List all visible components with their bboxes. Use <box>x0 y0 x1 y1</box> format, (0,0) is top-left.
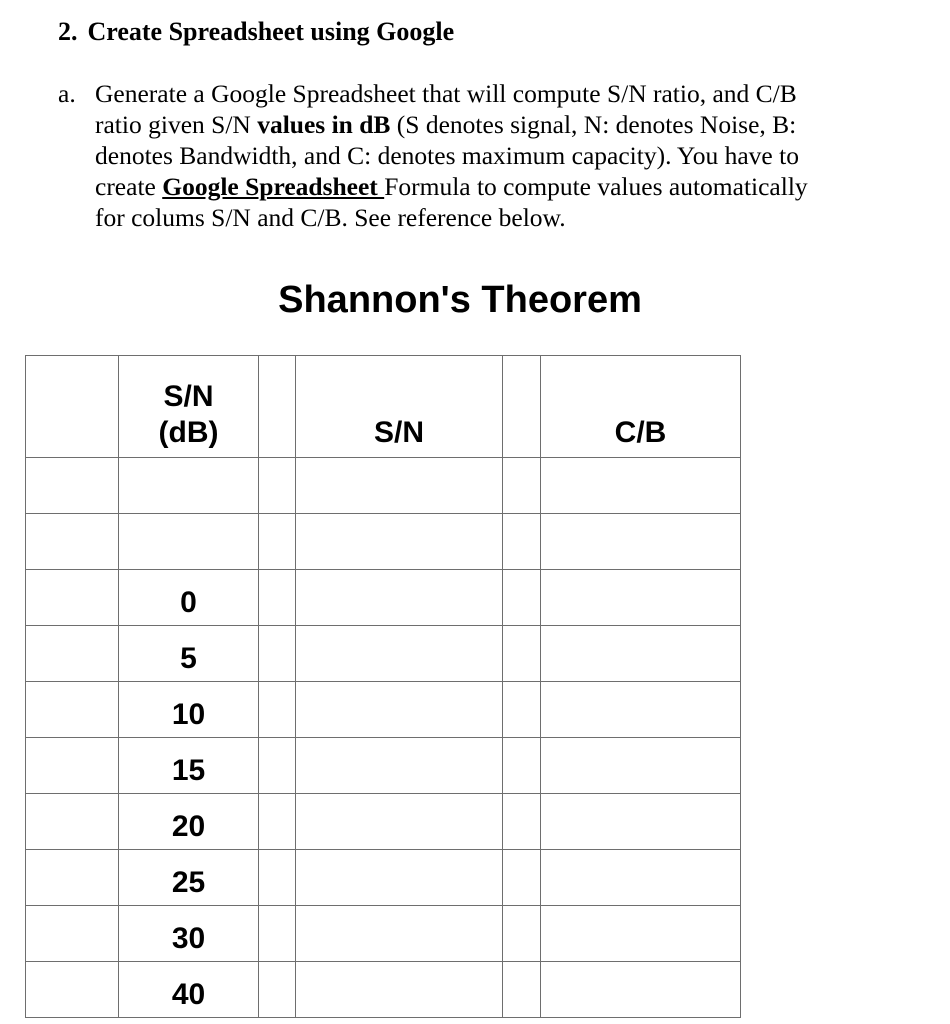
header-sn-db-line1: S/N <box>163 380 214 413</box>
task-line-3: denotes Bandwidth, and C: denotes maximum capacity). You have to <box>95 141 799 170</box>
table-row <box>26 570 741 626</box>
sn-db-cell[interactable]: 25 <box>119 850 259 906</box>
sn-db-cell[interactable]: 0 <box>119 570 259 626</box>
spacer-cell <box>259 738 296 794</box>
sn-db-cell[interactable] <box>119 458 259 514</box>
spacer-cell <box>259 906 296 962</box>
sn-cell[interactable] <box>296 682 503 738</box>
sn-db-cell[interactable]: 20 <box>119 794 259 850</box>
task-line-2 <box>95 109 878 140</box>
cb-cell[interactable] <box>541 794 741 850</box>
table-row <box>26 794 741 850</box>
table-title: Shannon's Theorem <box>278 279 642 321</box>
section-number: 2. <box>58 17 78 46</box>
task-line-1: Generate a Google Spreadsheet that will compute S/N ratio, and C/B <box>95 79 797 108</box>
spacer-cell <box>503 626 541 682</box>
task-line-5: for colums S/N and C/B. See reference below. <box>95 203 566 232</box>
values-in-db-emphasis: values in dB <box>257 110 391 139</box>
spacer-cell <box>259 458 296 514</box>
cb-cell[interactable] <box>541 738 741 794</box>
sn-cell[interactable] <box>296 850 503 906</box>
task-body <box>95 78 878 233</box>
spacer-cell <box>503 738 541 794</box>
sn-db-cell[interactable] <box>119 514 259 570</box>
sn-cell[interactable] <box>296 570 503 626</box>
spacer-cell <box>503 682 541 738</box>
row-blank-cell <box>26 626 119 682</box>
table-row <box>26 738 741 794</box>
sn-cell[interactable] <box>296 514 503 570</box>
sn-db-cell[interactable]: 10 <box>119 682 259 738</box>
sn-db-cell[interactable]: 40 <box>119 962 259 1018</box>
sn-db-cell[interactable]: 15 <box>119 738 259 794</box>
spacer-cell <box>503 962 541 1018</box>
spacer-cell <box>503 906 541 962</box>
cb-cell[interactable] <box>541 626 741 682</box>
table-row <box>26 962 741 1018</box>
cb-cell[interactable] <box>541 682 741 738</box>
cb-cell[interactable] <box>541 458 741 514</box>
table-row <box>26 850 741 906</box>
section-title: Create Spreadsheet using Google <box>87 17 455 46</box>
row-blank-cell <box>26 514 119 570</box>
header-spacer-cell <box>503 356 541 458</box>
spacer-cell <box>259 514 296 570</box>
spacer-cell <box>259 626 296 682</box>
spacer-cell <box>503 794 541 850</box>
sn-db-cell[interactable]: 5 <box>119 626 259 682</box>
row-blank-cell <box>26 850 119 906</box>
table-header-row <box>26 356 741 458</box>
task-line-4-end: Formula to compute values automatically <box>384 172 808 201</box>
spacer-cell <box>259 962 296 1018</box>
task-line-4 <box>95 171 878 202</box>
cb-cell[interactable] <box>541 570 741 626</box>
row-blank-cell <box>26 738 119 794</box>
sn-cell[interactable] <box>296 458 503 514</box>
table-row <box>26 458 741 514</box>
sn-cell[interactable] <box>296 738 503 794</box>
shannon-table <box>25 355 741 1018</box>
table-row <box>26 906 741 962</box>
google-spreadsheet-link[interactable]: Google Spreadsheet <box>162 172 385 201</box>
spacer-cell <box>503 514 541 570</box>
cb-cell[interactable] <box>541 962 741 1018</box>
task-marker: a. <box>58 79 76 108</box>
sn-cell[interactable] <box>296 626 503 682</box>
spacer-cell <box>503 458 541 514</box>
spacer-cell <box>259 850 296 906</box>
spacer-cell <box>259 682 296 738</box>
sn-cell[interactable] <box>296 906 503 962</box>
header-spacer-cell <box>259 356 296 458</box>
header-sn: S/N <box>296 356 503 458</box>
table-row <box>26 626 741 682</box>
sn-db-cell[interactable]: 30 <box>119 906 259 962</box>
header-sn-db-line2: (dB) <box>158 416 219 449</box>
header-sn-db <box>119 356 259 458</box>
row-blank-cell <box>26 570 119 626</box>
task-paragraph <box>58 78 878 233</box>
header-blank-cell <box>26 356 119 458</box>
task-line-2-start: ratio given S/N <box>95 110 258 139</box>
task-line-2-end: (S denotes signal, N: denotes Noise, B: <box>390 110 797 139</box>
sn-cell[interactable] <box>296 962 503 1018</box>
spacer-cell <box>503 570 541 626</box>
task-line-4-start: create <box>95 172 163 201</box>
section-heading <box>58 15 454 49</box>
spacer-cell <box>503 850 541 906</box>
row-blank-cell <box>26 906 119 962</box>
row-blank-cell <box>26 458 119 514</box>
cb-cell[interactable] <box>541 850 741 906</box>
row-blank-cell <box>26 794 119 850</box>
row-blank-cell <box>26 962 119 1018</box>
spacer-cell <box>259 570 296 626</box>
table-row <box>26 682 741 738</box>
spacer-cell <box>259 794 296 850</box>
cb-cell[interactable] <box>541 514 741 570</box>
cb-cell[interactable] <box>541 906 741 962</box>
sn-cell[interactable] <box>296 794 503 850</box>
row-blank-cell <box>26 682 119 738</box>
header-cb: C/B <box>541 356 741 458</box>
table-row <box>26 514 741 570</box>
